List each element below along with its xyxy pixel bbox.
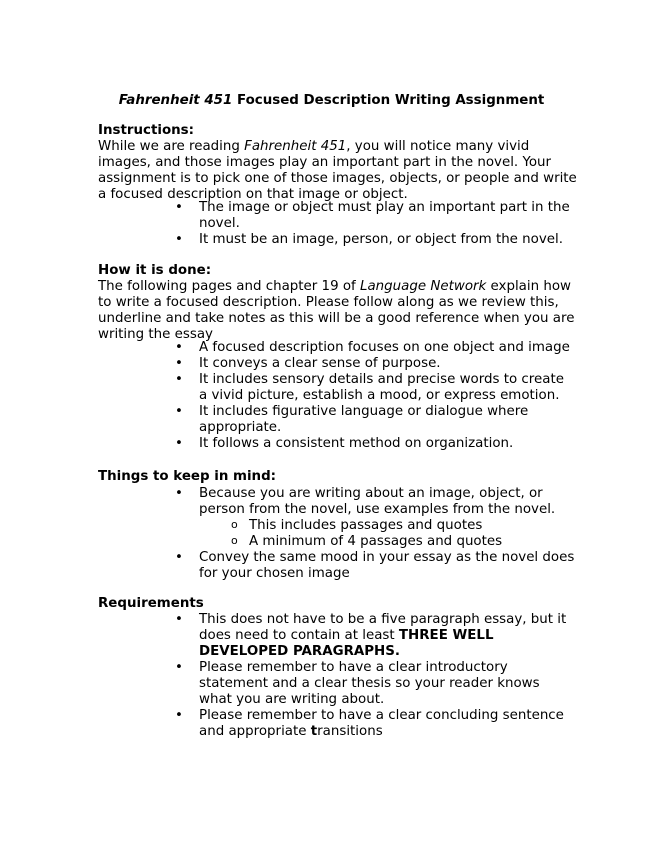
list-item: • A focused description focuses on one object and image — [175, 340, 575, 356]
instructions-paragraph — [98, 139, 578, 203]
sub-list-item: o A minimum of 4 passages and quotes — [199, 534, 575, 550]
req-b1-text: This does not have to be a five paragraph essay, but it does need to contain at least — [199, 612, 567, 643]
title-novel-name: Fahrenheit 451 — [118, 93, 233, 108]
requirements-heading: Requirements — [98, 596, 204, 611]
instructions-heading: Instructions: — [98, 123, 195, 138]
things-sub-list — [199, 518, 575, 550]
list-item — [175, 612, 575, 660]
req-b3-bold: t — [310, 724, 318, 739]
sub-list-item: o This includes passages and quotes — [199, 518, 575, 534]
list-item: • The image or object must play an important part in the novel. — [175, 200, 575, 232]
instructions-text-post: , you will notice many vivid images, and those images play an important part in the novel. Your assignment is to pick one of those images, objects, or people and write a focused description on that image or object. — [98, 139, 577, 202]
requirements-bullet-list — [175, 612, 575, 740]
list-item: • Please remember to have a clear introductory statement and a clear thesis so your reader knows what you are writing about. — [175, 660, 575, 708]
things-section — [98, 469, 578, 485]
req-b3-text: Please remember to have a clear concluding sentence and appropriate — [199, 708, 564, 739]
list-item: • It includes figurative language or dialogue where appropriate. — [175, 404, 575, 436]
how-text-post: explain how to write a focused description. Please follow along as we review this, underline and take notes as this will be a good reference when you are writing the essay — [98, 279, 575, 342]
things-bullet-text: Because you are writing about an image, object, or person from the novel, use examples from the novel. — [199, 486, 556, 517]
instructions-section — [98, 123, 578, 203]
things-bullet-list — [175, 486, 575, 582]
how-section — [98, 263, 578, 343]
list-item: • Convey the same mood in your essay as the novel does for your chosen image — [175, 550, 575, 582]
how-paragraph — [98, 279, 578, 343]
things-heading: Things to keep in mind: — [98, 469, 277, 484]
instructions-text-italic: Fahrenheit 451 — [244, 139, 347, 154]
how-heading: How it is done: — [98, 263, 212, 278]
page-title — [0, 92, 663, 109]
list-item: • It must be an image, person, or object from the novel. — [175, 232, 575, 248]
instructions-text-pre: While we are reading — [98, 139, 245, 154]
how-text-italic: Language Network — [360, 279, 487, 294]
instructions-bullet-list — [175, 200, 575, 248]
list-item — [175, 486, 575, 550]
title-rest: Focused Description Writing Assignment — [232, 93, 545, 108]
list-item: • It conveys a clear sense of purpose. — [175, 356, 575, 372]
requirements-section — [98, 596, 578, 612]
how-bullet-list — [175, 340, 575, 452]
req-b1-bold: THREE WELL DEVELOPED PARAGRAPHS. — [199, 628, 494, 659]
list-item — [175, 708, 575, 740]
req-b3-text-post: ransitions — [317, 724, 383, 739]
how-text-pre: The following pages and chapter 19 of — [98, 279, 361, 294]
list-item: • It follows a consistent method on organization. — [175, 436, 575, 452]
list-item: • It includes sensory details and precise words to create a vivid picture, establish a mood, or express emotion. — [175, 372, 575, 404]
